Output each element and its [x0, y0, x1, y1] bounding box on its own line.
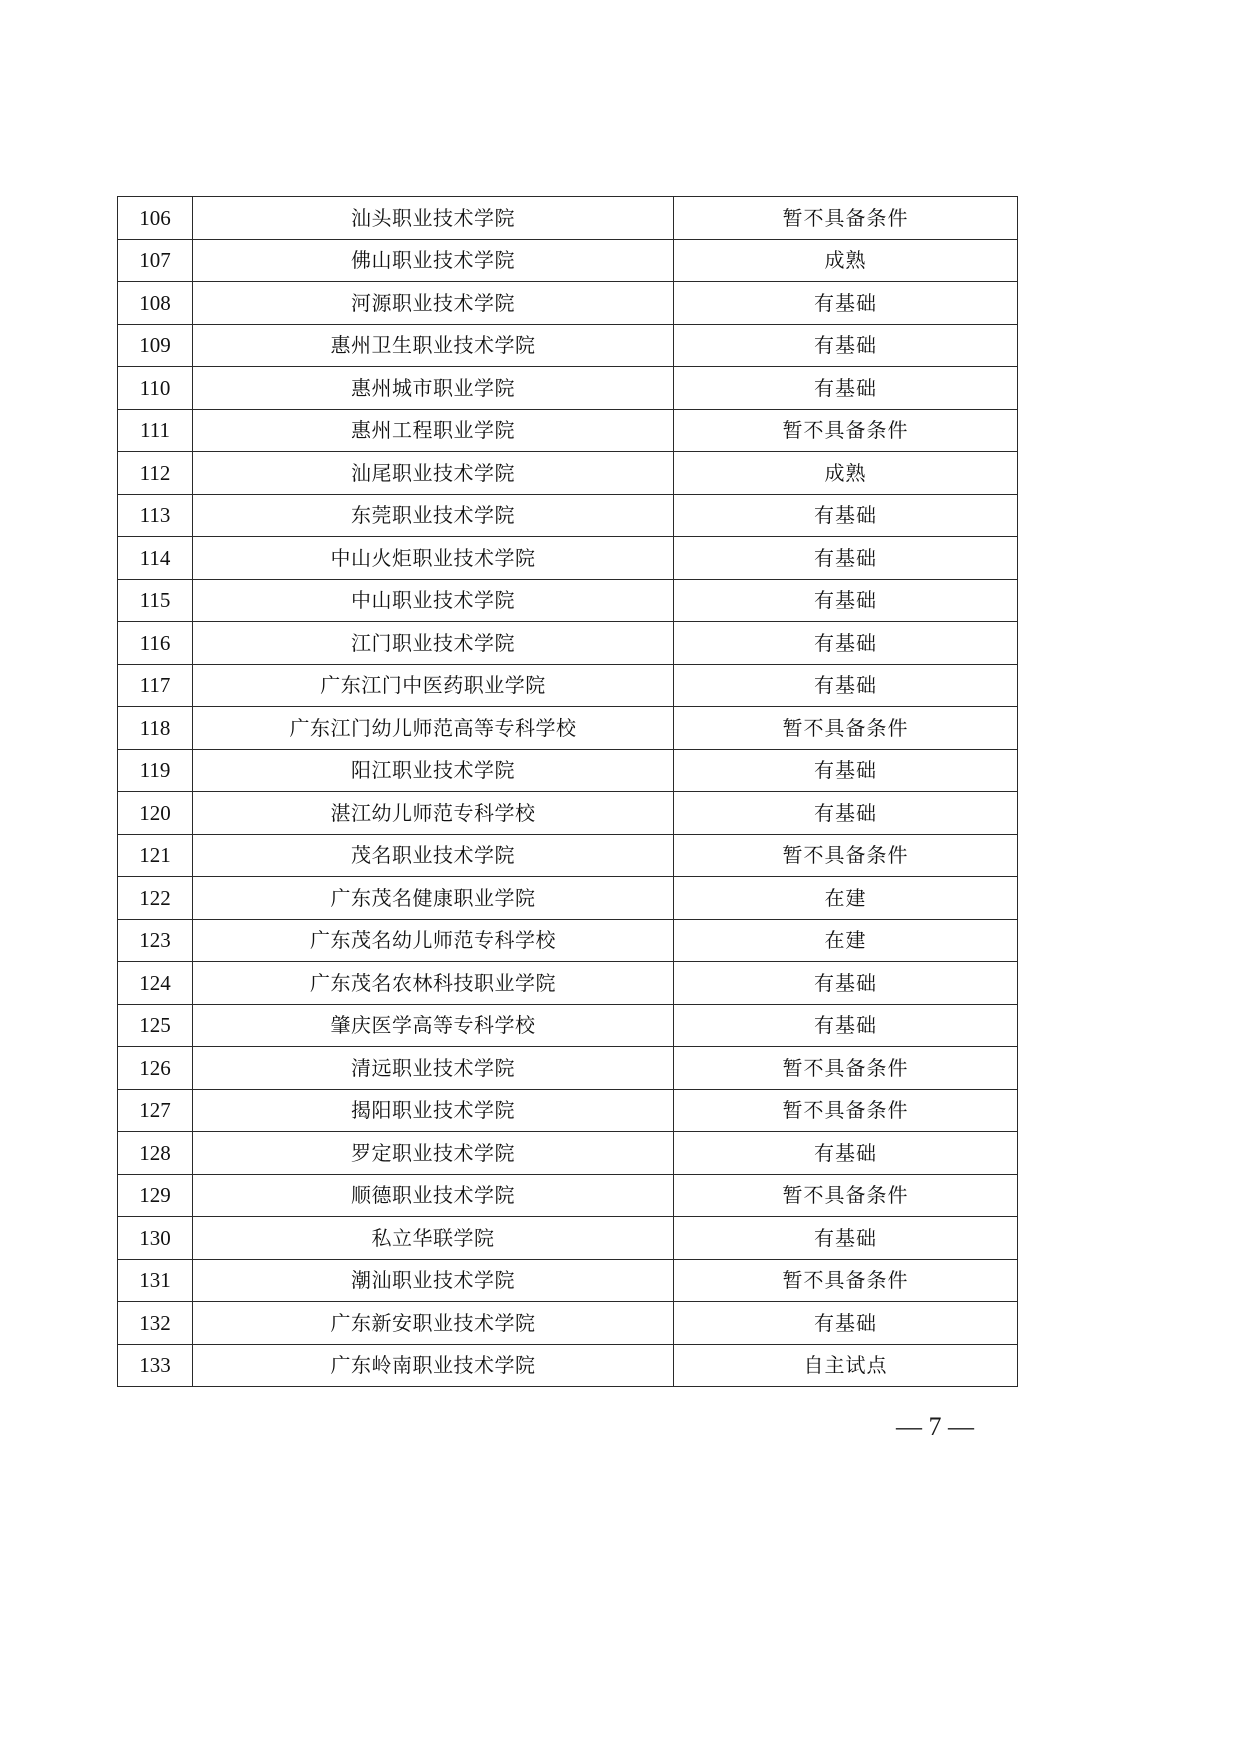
row-number-cell: 127: [118, 1089, 193, 1132]
table-row: [118, 834, 1018, 877]
institution-status-table: [117, 196, 1018, 1387]
table-row: [118, 1132, 1018, 1175]
table-row: [118, 367, 1018, 410]
row-number-cell: 111: [118, 409, 193, 452]
institution-name-cell: 东莞职业技术学院: [193, 494, 674, 537]
row-number-cell: 126: [118, 1047, 193, 1090]
row-number-cell: 122: [118, 877, 193, 920]
institution-name-cell: 佛山职业技术学院: [193, 239, 674, 282]
institution-name-cell: 广东茂名幼儿师范专科学校: [193, 919, 674, 962]
status-cell: 有基础: [674, 1302, 1018, 1345]
institution-name-cell: 广东新安职业技术学院: [193, 1302, 674, 1345]
table-row: [118, 707, 1018, 750]
row-number-cell: 115: [118, 579, 193, 622]
table-row: [118, 1259, 1018, 1302]
status-cell: 有基础: [674, 1217, 1018, 1260]
institution-name-cell: 惠州工程职业学院: [193, 409, 674, 452]
row-number-cell: 108: [118, 282, 193, 325]
table-row: [118, 537, 1018, 580]
table-row: [118, 1174, 1018, 1217]
institution-name-cell: 广东江门幼儿师范高等专科学校: [193, 707, 674, 750]
status-cell: 暂不具备条件: [674, 197, 1018, 240]
table-row: [118, 452, 1018, 495]
table-row: [118, 962, 1018, 1005]
status-cell: 有基础: [674, 962, 1018, 1005]
row-number-cell: 110: [118, 367, 193, 410]
status-cell: 有基础: [674, 324, 1018, 367]
status-cell: 暂不具备条件: [674, 834, 1018, 877]
institution-name-cell: 惠州卫生职业技术学院: [193, 324, 674, 367]
row-number-cell: 128: [118, 1132, 193, 1175]
status-cell: 有基础: [674, 282, 1018, 325]
table-row: [118, 919, 1018, 962]
institution-name-cell: 肇庆医学高等专科学校: [193, 1004, 674, 1047]
institution-name-cell: 河源职业技术学院: [193, 282, 674, 325]
table-row: [118, 494, 1018, 537]
status-cell: 有基础: [674, 367, 1018, 410]
status-cell: 暂不具备条件: [674, 1174, 1018, 1217]
row-number-cell: 129: [118, 1174, 193, 1217]
table-row: [118, 579, 1018, 622]
row-number-cell: 120: [118, 792, 193, 835]
status-cell: 成熟: [674, 452, 1018, 495]
institution-name-cell: 罗定职业技术学院: [193, 1132, 674, 1175]
row-number-cell: 132: [118, 1302, 193, 1345]
institution-name-cell: 阳江职业技术学院: [193, 749, 674, 792]
table-row: [118, 409, 1018, 452]
status-cell: 有基础: [674, 537, 1018, 580]
status-cell: 在建: [674, 919, 1018, 962]
table-row: [118, 1217, 1018, 1260]
table-row: [118, 1344, 1018, 1387]
table-row: [118, 1089, 1018, 1132]
status-cell: 有基础: [674, 622, 1018, 665]
table-row: [118, 749, 1018, 792]
institution-name-cell: 广东茂名农林科技职业学院: [193, 962, 674, 1005]
status-cell: 有基础: [674, 1132, 1018, 1175]
table-row: [118, 324, 1018, 367]
table-row: [118, 664, 1018, 707]
row-number-cell: 133: [118, 1344, 193, 1387]
status-cell: 暂不具备条件: [674, 1089, 1018, 1132]
institution-name-cell: 中山火炬职业技术学院: [193, 537, 674, 580]
row-number-cell: 114: [118, 537, 193, 580]
table-row: [118, 239, 1018, 282]
institution-name-cell: 私立华联学院: [193, 1217, 674, 1260]
table-row: [118, 877, 1018, 920]
row-number-cell: 123: [118, 919, 193, 962]
row-number-cell: 125: [118, 1004, 193, 1047]
status-cell: 成熟: [674, 239, 1018, 282]
status-cell: 有基础: [674, 494, 1018, 537]
institution-name-cell: 清远职业技术学院: [193, 1047, 674, 1090]
institution-name-cell: 顺德职业技术学院: [193, 1174, 674, 1217]
table-body: [118, 197, 1018, 1387]
status-cell: 有基础: [674, 792, 1018, 835]
institution-name-cell: 汕尾职业技术学院: [193, 452, 674, 495]
table-row: [118, 282, 1018, 325]
institution-name-cell: 广东岭南职业技术学院: [193, 1344, 674, 1387]
institution-name-cell: 中山职业技术学院: [193, 579, 674, 622]
table-row: [118, 1302, 1018, 1345]
row-number-cell: 117: [118, 664, 193, 707]
status-cell: 在建: [674, 877, 1018, 920]
row-number-cell: 121: [118, 834, 193, 877]
row-number-cell: 106: [118, 197, 193, 240]
institution-name-cell: 广东江门中医药职业学院: [193, 664, 674, 707]
row-number-cell: 131: [118, 1259, 193, 1302]
status-cell: 有基础: [674, 1004, 1018, 1047]
status-cell: 暂不具备条件: [674, 409, 1018, 452]
status-cell: 暂不具备条件: [674, 707, 1018, 750]
status-cell: 暂不具备条件: [674, 1259, 1018, 1302]
institution-name-cell: 茂名职业技术学院: [193, 834, 674, 877]
institution-name-cell: 广东茂名健康职业学院: [193, 877, 674, 920]
row-number-cell: 124: [118, 962, 193, 1005]
table-row: [118, 622, 1018, 665]
table-row: [118, 792, 1018, 835]
row-number-cell: 107: [118, 239, 193, 282]
institution-name-cell: 江门职业技术学院: [193, 622, 674, 665]
institution-name-cell: 揭阳职业技术学院: [193, 1089, 674, 1132]
row-number-cell: 109: [118, 324, 193, 367]
row-number-cell: 113: [118, 494, 193, 537]
status-cell: 有基础: [674, 579, 1018, 622]
status-cell: 自主试点: [674, 1344, 1018, 1387]
row-number-cell: 112: [118, 452, 193, 495]
status-cell: 暂不具备条件: [674, 1047, 1018, 1090]
row-number-cell: 119: [118, 749, 193, 792]
row-number-cell: 116: [118, 622, 193, 665]
table-row: [118, 1047, 1018, 1090]
institution-name-cell: 汕头职业技术学院: [193, 197, 674, 240]
table-row: [118, 1004, 1018, 1047]
institution-name-cell: 惠州城市职业学院: [193, 367, 674, 410]
table-row: [118, 197, 1018, 240]
row-number-cell: 118: [118, 707, 193, 750]
institution-name-cell: 湛江幼儿师范专科学校: [193, 792, 674, 835]
status-cell: 有基础: [674, 749, 1018, 792]
page-number: — 7 —: [896, 1412, 974, 1441]
row-number-cell: 130: [118, 1217, 193, 1260]
status-cell: 有基础: [674, 664, 1018, 707]
institution-name-cell: 潮汕职业技术学院: [193, 1259, 674, 1302]
